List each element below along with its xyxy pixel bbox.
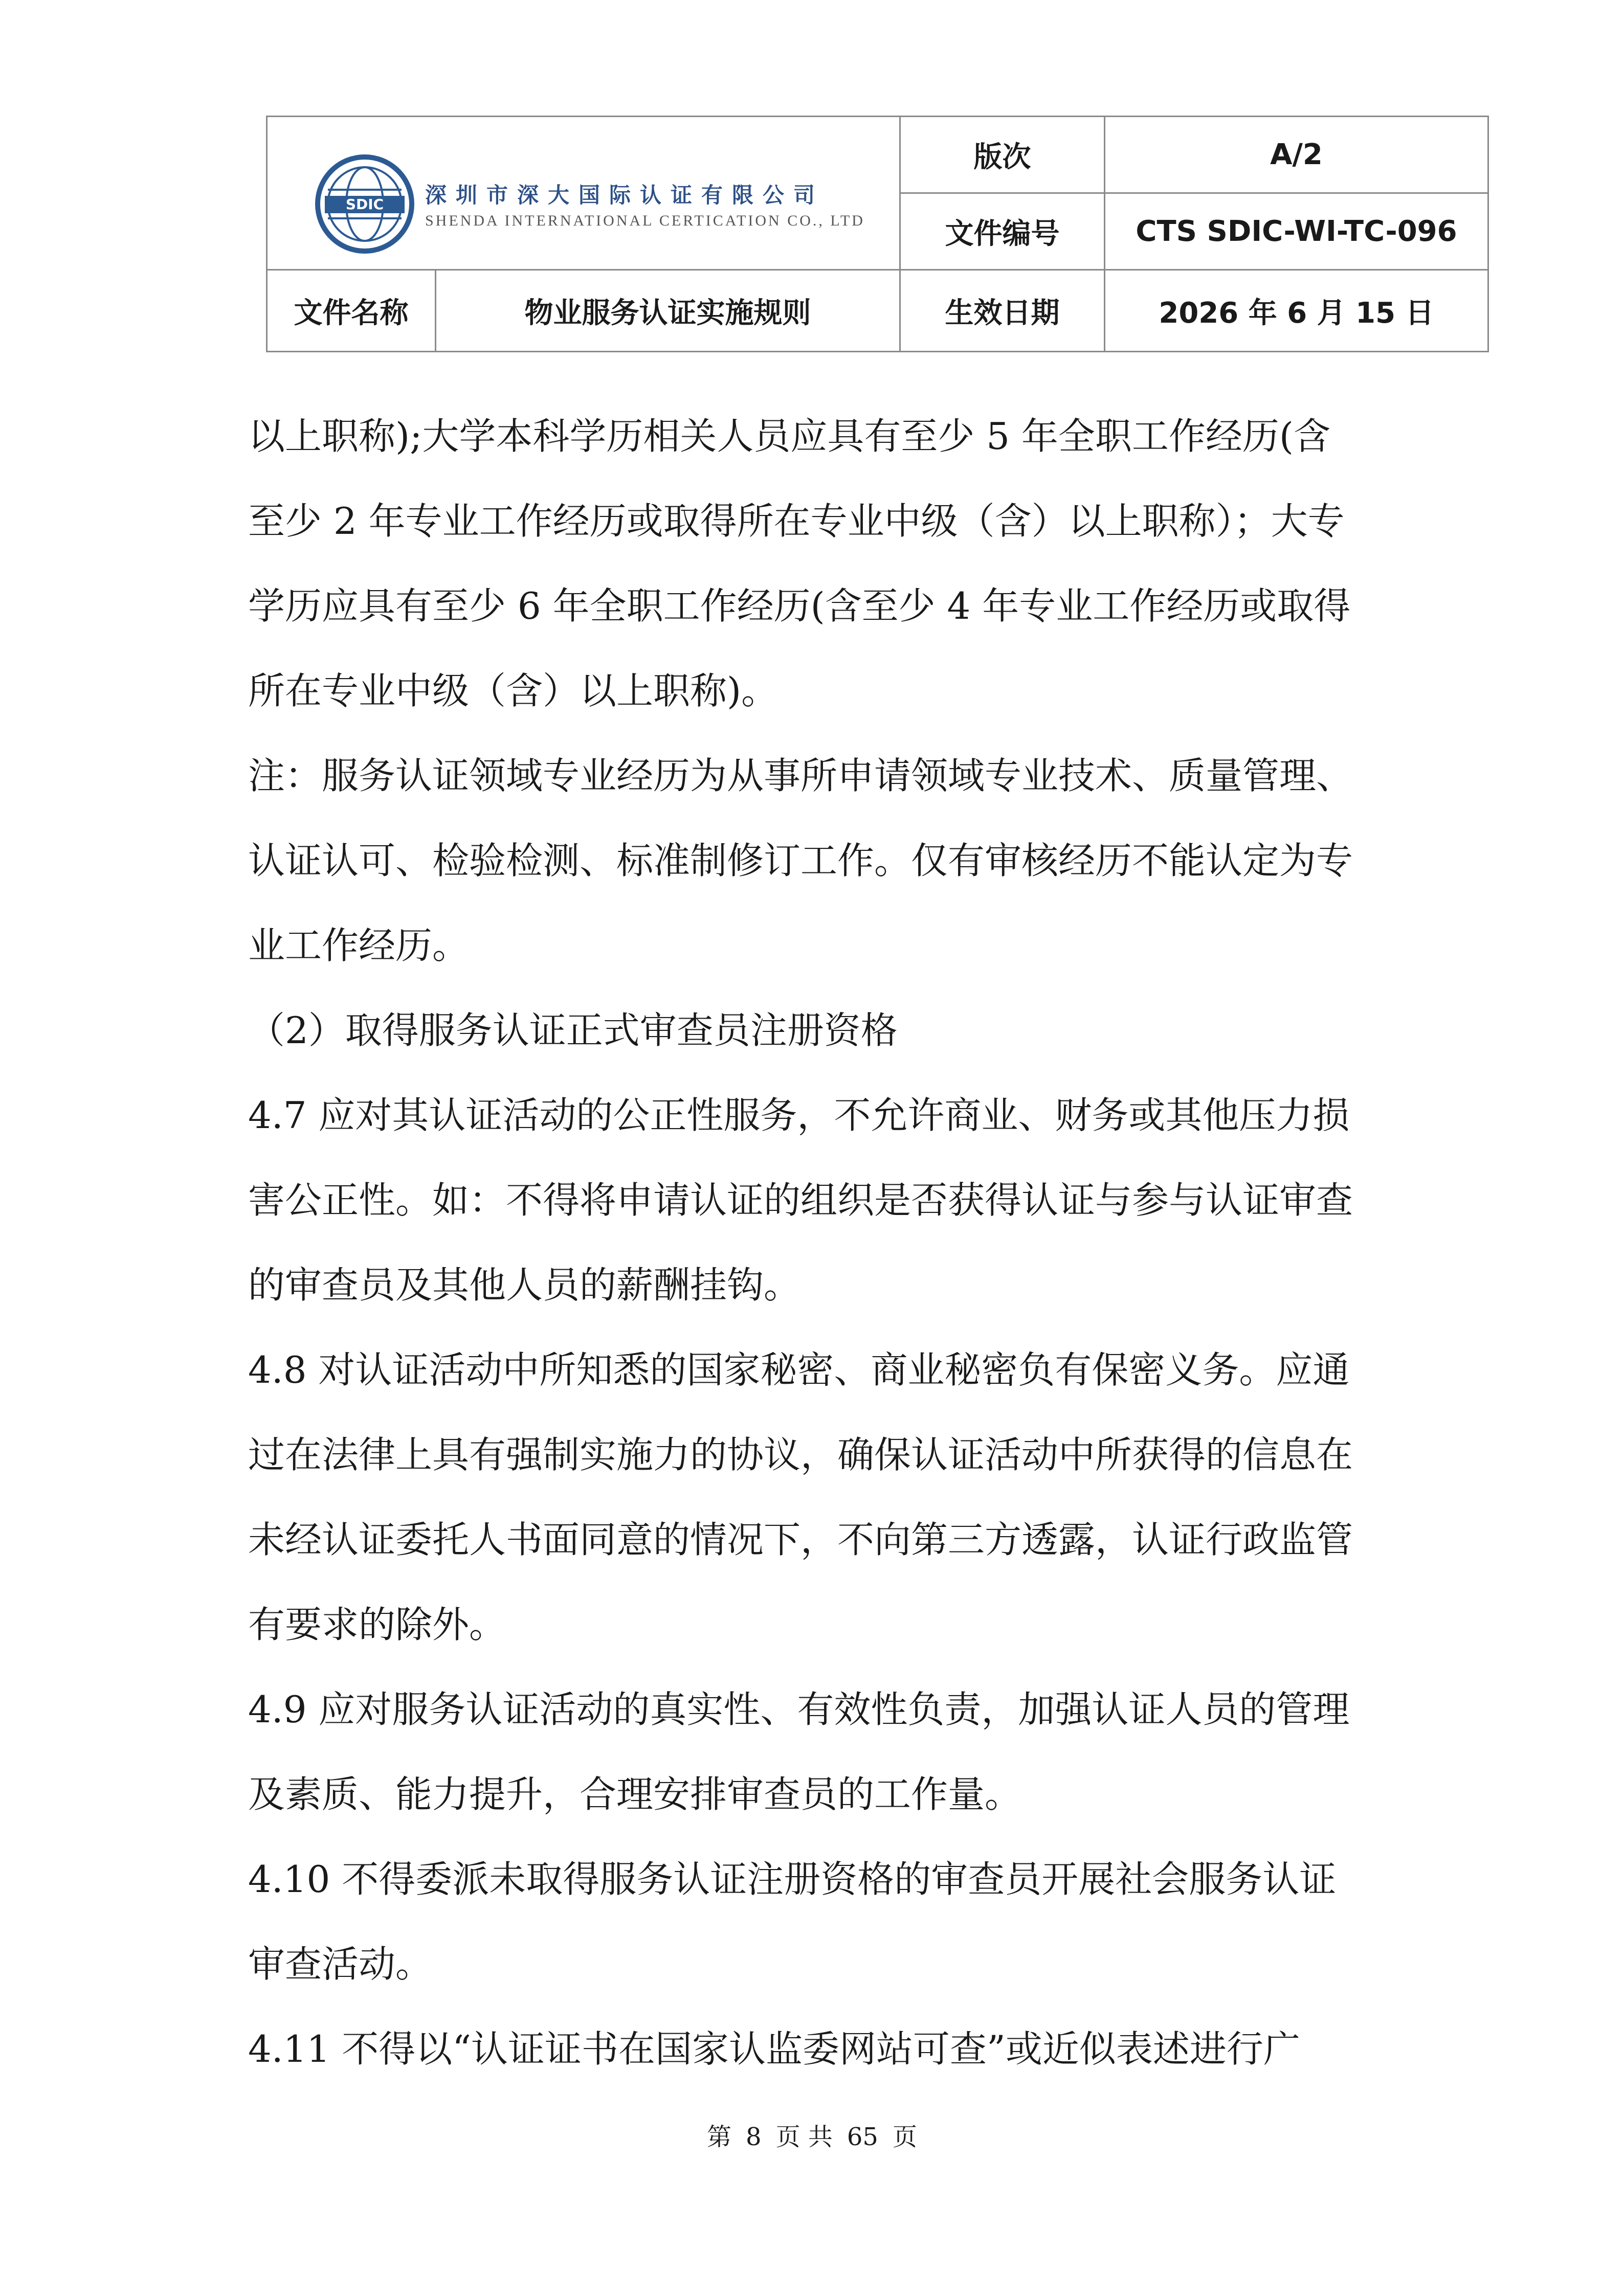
page-number: 8 [746, 2123, 762, 2151]
clause-4-10: 4.10 不得委派未取得服务认证注册资格的审查员开展社会服务认证 [248, 1858, 1337, 1901]
clause-4-7: 4.7 应对其认证活动的公正性服务，不允许商业、财务或其他压力损 [248, 1094, 1350, 1137]
text-line: 害公正性。如：不得将申请认证的组织是否获得认证与参与认证审查 [248, 1179, 1353, 1222]
text-line: 过在法律上具有强制实施力的协议，确保认证活动中所获得的信息在 [248, 1433, 1353, 1476]
sdic-globe-icon [314, 153, 416, 255]
page-total: 65 [847, 2123, 878, 2151]
version-label: 版次 [900, 117, 1105, 193]
clause-4-11: 4.11 不得以“认证证书在国家认监委网站可查”或近似表述进行广 [248, 2028, 1300, 2070]
doc-number-label: 文件编号 [900, 193, 1105, 270]
text-line: 的审查员及其他人员的薪酬挂钩。 [248, 1264, 801, 1307]
company-logo [314, 153, 865, 255]
text-line: 业工作经历。 [248, 924, 470, 967]
footer-suffix: 页 [892, 2123, 917, 2151]
version-value: A/2 [1105, 117, 1488, 193]
doc-name-value: 物业服务认证实施规则 [436, 270, 900, 352]
text-line: 审查活动。 [248, 1943, 433, 1986]
body-text [248, 394, 1394, 2091]
effective-date-value: 2026 年 6 月 15 日 [1105, 270, 1488, 352]
effective-date-label: 生效日期 [900, 270, 1105, 352]
text-line: （2）取得服务认证正式审查员注册资格 [248, 1009, 898, 1052]
doc-number-value: CTS SDIC-WI-TC-096 [1105, 193, 1488, 270]
page-footer [0, 2117, 1624, 2152]
text-line: 及素质、能力提升，合理安排审查员的工作量。 [248, 1773, 1022, 1816]
company-logo-cell [267, 117, 900, 270]
text-line: 学历应具有至少 6 年全职工作经历(含至少 4 年专业工作经历或取得 [248, 584, 1351, 627]
document-header-table [266, 116, 1489, 352]
company-name-en: SHENDA INTERNATIONAL CERTICATION CO., LTD [425, 212, 865, 229]
clause-4-8: 4.8 对认证活动中所知悉的国家秘密、商业秘密负有保密义务。应通 [248, 1348, 1350, 1391]
text-line: 认证认可、检验检测、标准制修订工作。仅有审核经历不能认定为专 [248, 839, 1353, 882]
footer-mid: 页 共 [775, 2123, 833, 2151]
logo-abbrev: SDIC [345, 196, 384, 213]
footer-prefix: 第 [707, 2123, 732, 2151]
doc-name-label: 文件名称 [267, 270, 436, 352]
company-name-cn: 深圳市深大国际认证有限公司 [425, 183, 825, 208]
clause-4-9: 4.9 应对服务认证活动的真实性、有效性负责，加强认证人员的管理 [248, 1688, 1350, 1731]
note-line: 注：服务认证领域专业经历为从事所申请领域专业技术、质量管理、 [248, 754, 1353, 797]
text-line: 以上职称);大学本科学历相关人员应具有至少 5 年全职工作经历(含 [248, 415, 1331, 458]
text-line: 所在专业中级（含）以上职称)。 [248, 669, 778, 712]
text-line: 至少 2 年专业工作经历或取得所在专业中级（含）以上职称）；大专 [248, 500, 1345, 543]
text-line: 未经认证委托人书面同意的情况下，不向第三方透露，认证行政监管 [248, 1518, 1353, 1561]
text-line: 有要求的除外。 [248, 1603, 506, 1646]
